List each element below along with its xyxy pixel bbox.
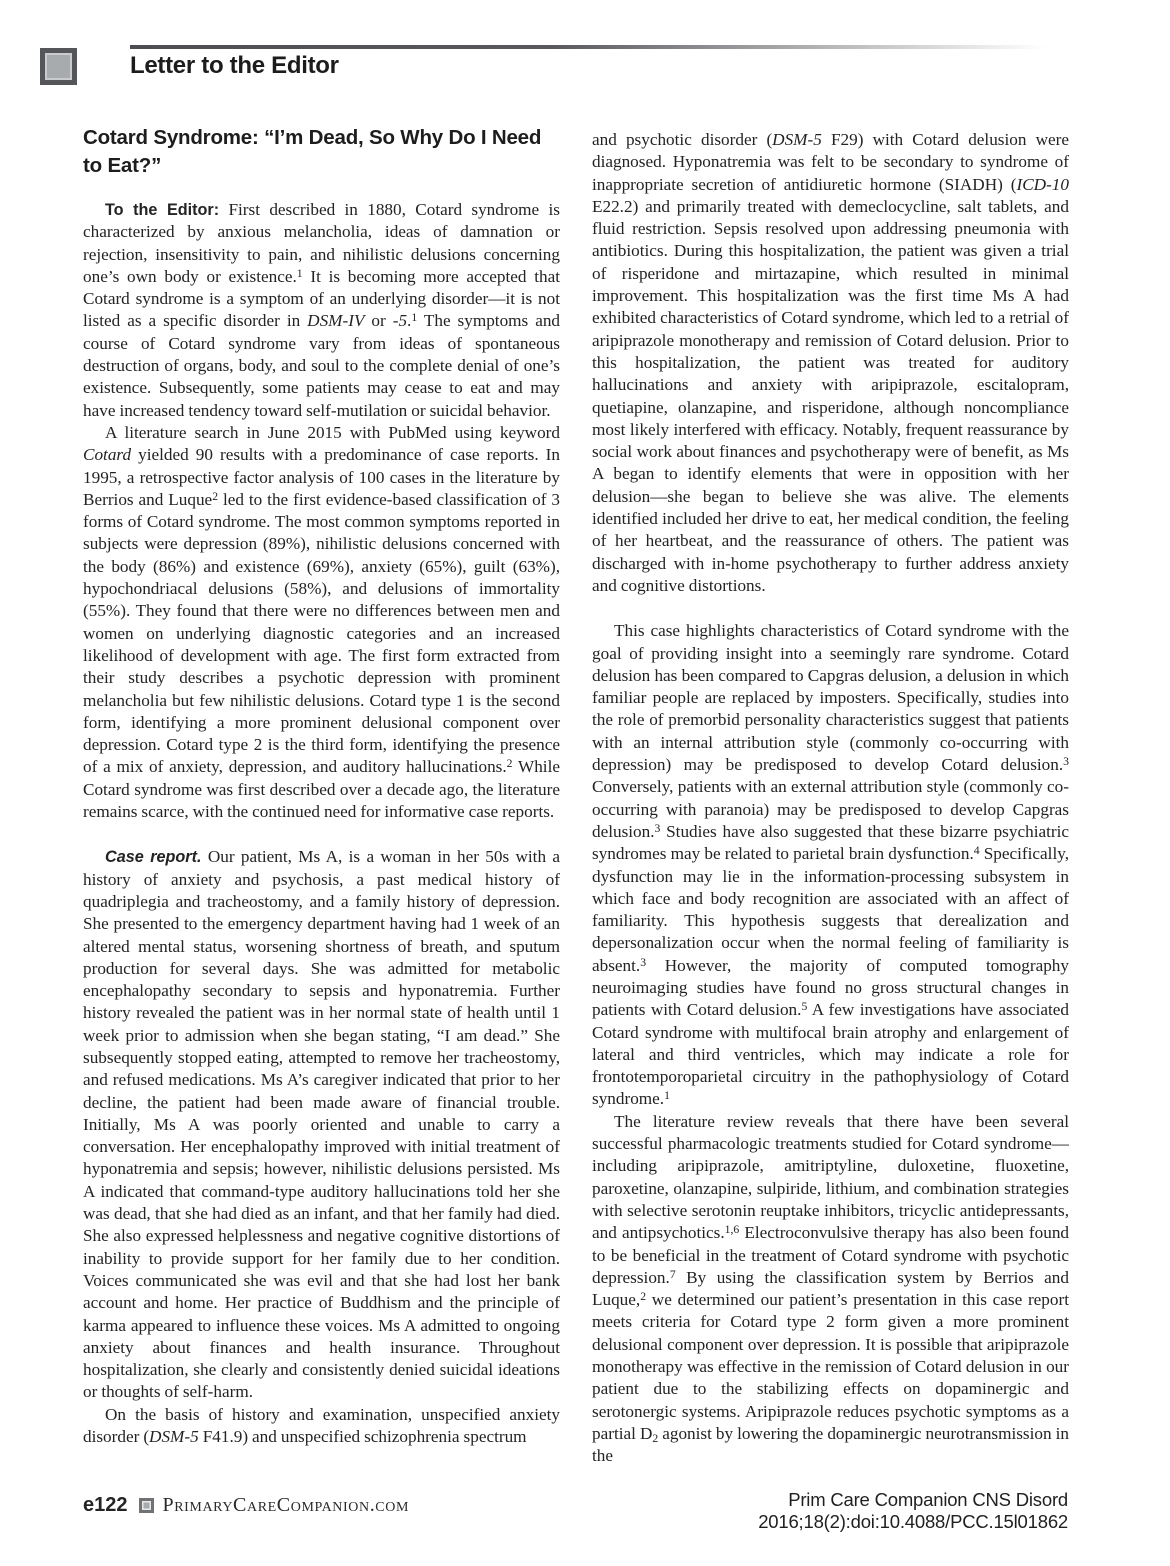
journal-website: PrimaryCareCompanion.com	[162, 1494, 409, 1516]
page-number: e122	[83, 1494, 128, 1516]
paragraph-literature-search: A literature search in June 2015 with PubMed using keyword Cotard yielded 90 results with a predominance of case reports. In 1995, a retrospective factor analysis of 100 cases in the literature by Berrios and Luque$^2$ led to the first evidence-based classification of 3 forms of Cotard syndrome. The most common symptoms reported in subjects were depression (89%), nihilistic delusions concerned with the body (86%) and existence (69%), anxiety (65%), guilt (63%), hypochondriacal delusions (58%), and delusions of immortality (55%). They found that there were no differences between men and women on underlying diagnostic categories and an increased likelihood of development with age. The first form extracted from their study describes a psychotic depression with prominent melancholia but few nihilistic delusions. Cotard type 1 is the second form, identifying a more prominent delusional component over depression. Cotard type 2 is the third form, identifying the presence of a mix of anxiety, depression, and auditory hallucinations.$^2$ While Cotard syndrome was first described over a decade ago, the literature remains scarce, with the continued need for informative case reports.	[83, 422, 561, 822]
journal-logo-icon	[139, 1498, 154, 1513]
column-left	[83, 199, 560, 1448]
article-title: Cotard Syndrome: “I’m Dead, So Why Do I Need to Eat?”	[83, 126, 542, 177]
paragraph-discussion: This case highlights characteristics of Cotard syndrome with the goal of providing insight into a seemingly rare syndrome. Cotard delusion has been compared to Capgras delusion, a delusion in which familiar people are replaced by imposters. Specifically, studies into the role of premorbid personality characteristics suggest that patients with an internal attribution style (commonly co-occurring with depression) may be predisposed to develop Cotard delusion.$^3$ Conversely, patients with an external attribution style (commonly co-occurring with paranoia) may be predisposed to develop Capgras delusion.$^3$ Studies have also suggested that these bizarre psychiatric syndromes may be related to parietal brain dysfunction.$^4$ Specifically, dysfunction may lie in the information-processing subsystem in which face and body recognition are associated with an affect of familiarity. This hypothesis suggests that derealization and depersonalization occur when the normal feeling of familiarity is absent.$^3$ However, the majority of computed tomography neuroimaging studies have found no gross structural changes in patients with Cotard delusion.$^5$ A few investigations have associated Cotard syndrome with multifocal brain atrophy and enlargement of lateral and third ventricles, which may indicate a role for frontotemporoparietal circuitry in the pathophysiology of Cotard syndrome.$^1$	[592, 621, 1070, 1109]
journal-name: Prim Care Companion CNS Disord	[788, 1489, 1068, 1510]
paragraph-to-the-editor: To the Editor: First described in 1880, Cotard syndrome is characterized by anxious melancholia, ideas of damnation or rejection, insensitivity to pain, and nihilistic delusions concerning one’s own body or existence.$^1$ It is becoming more accepted that Cotard syndrome is a symptom of an underlying disorder—it is not listed as a specific disorder in DSM-IV or -5.$^1$ The symptoms and course of Cotard syndrome vary from ideas of spontaneous destruction of organs, body, and soul to the complete denial of one’s existence. Subsequently, some patients may cease to eat and may have increased tendency toward self-mutilation or suicidal behavior.	[83, 200, 561, 420]
paragraph-case-report: Case report. Our patient, Ms A, is a woman in her 50s with a history of anxiety and psychosis, a past medical history of quadriplegia and tracheostomy, and a family history of depression. She presented to the emergency department having had 1 week of an altered mental status, worsening shortness of breath, and sputum production for several days. She was admitted for metabolic encephalopathy secondary to sepsis and hyponatremia. Further history revealed the patient was in her normal state of health until 1 week prior to admission when she began stating, “I am dead.” She subsequently stopped eating, attempted to remove her tracheostomy, and refused medications. Ms A’s caregiver indicated that prior to her decline, the patient had been made aware of financial trouble. Initially, Ms A was poorly oriented and unable to carry a conversation. Her encephalopathy improved with initial treatment of hyponatremia and sepsis; however, nihilistic delusions persisted. Ms A indicated that command-type auditory hallucinations told her she was dead, that she had died as an infant, and that her family had died. She also expressed helplessness and negative cognitive distortions of inability to provide support for her family due to her condition. Voices communicated she was evil and that she had lost her bank account and home. Her practice of Buddhism and the principle of karma appeared to influence these voices. Ms A admitted to ongoing anxiety about finances and health insurance. Throughout hospitalization, she clearly and consistently denied suicidal ideations or thoughts of self-harm.	[83, 847, 560, 1402]
paragraph-literature-review: The literature review reveals that there have been several successful pharmacologic treatments studied for Cotard syndrome—including aripiprazole, amitriptyline, duloxetine, fluoxetine, paroxetine, olanzapine, sulpiride, lithium, and combination strategies with selective serotonin reuptake inhibitors, tricyclic antidepressants, and antipsychotics.$^{1,6}$ Electroconvulsive therapy has also been found to be beneficial in the treatment of Cotard syndrome with psychotic depression.$^7$ By using the classification system by Berrios and Luque,$^2$ we determined our patient’s presentation in this case report meets criteria for Cotard type 2 form given a more prominent delusional component over depression. It is possible that aripiprazole monotherapy was effective in the remission of Cotard delusion in our patient due to the stabilizing effects on dopaminergic and serotonergic systems. Aripiprazole reduces psychotic symptoms as a partial $D_2$ agonist by lowering the dopaminergic neurotransmission in the	[592, 1111, 1070, 1466]
column-right	[592, 129, 1069, 1468]
section-marker-icon	[40, 48, 77, 85]
citation-doi: 2016;18(2):doi:10.4088/PCC.15l01862	[758, 1510, 1068, 1532]
paragraph-hospital-course: and psychotic disorder (DSM-5 F29) with Cotard delusion were diagnosed. Hyponatremia was felt to be secondary to syndrome of inappropriate secretion of antidiuretic hormone (SIADH) (ICD-10 E22.2) and primarily treated with demeclocycline, salt tablets, and fluid restriction. Sepsis resolved upon addressing pneumonia with antibiotics. During this hospitalization, the patient was given a trial of risperidone and mirtazapine, which resulted in minimal improvement. This hospitalization was the first time Ms A had exhibited characteristics of Cotard syndrome, which led to a retrial of aripiprazole monotherapy and remission of Cotard delusion. Prior to this hospitalization, the patient was treated for auditory hallucinations and anxiety with aripiprazole, escitalopram, quetiapine, olanzapine, and risperidone, although noncompliance most likely interfered with efficacy. Notably, frequent reassurance by social work about finances and psychotherapy were of benefit, as Ms A began to identify elements that were in opposition with her delusion—she began to believe she was alive. The elements identified included her drive to eat, her medical condition, the feeling of her heartbeat, and the reassurance of others. The patient was discharged with in-home psychotherapy to further address anxiety and cognitive distortions.	[592, 130, 1069, 595]
footer-left	[83, 1494, 409, 1517]
paragraph-diagnosis: On the basis of history and examination, unspecified anxiety disorder (DSM-5 F41.9) and unspecified schizophrenia spectrum	[83, 1404, 560, 1447]
footer-right	[758, 1489, 1068, 1532]
section-title: Letter to the Editor	[130, 52, 339, 79]
header-divider	[130, 45, 1065, 49]
